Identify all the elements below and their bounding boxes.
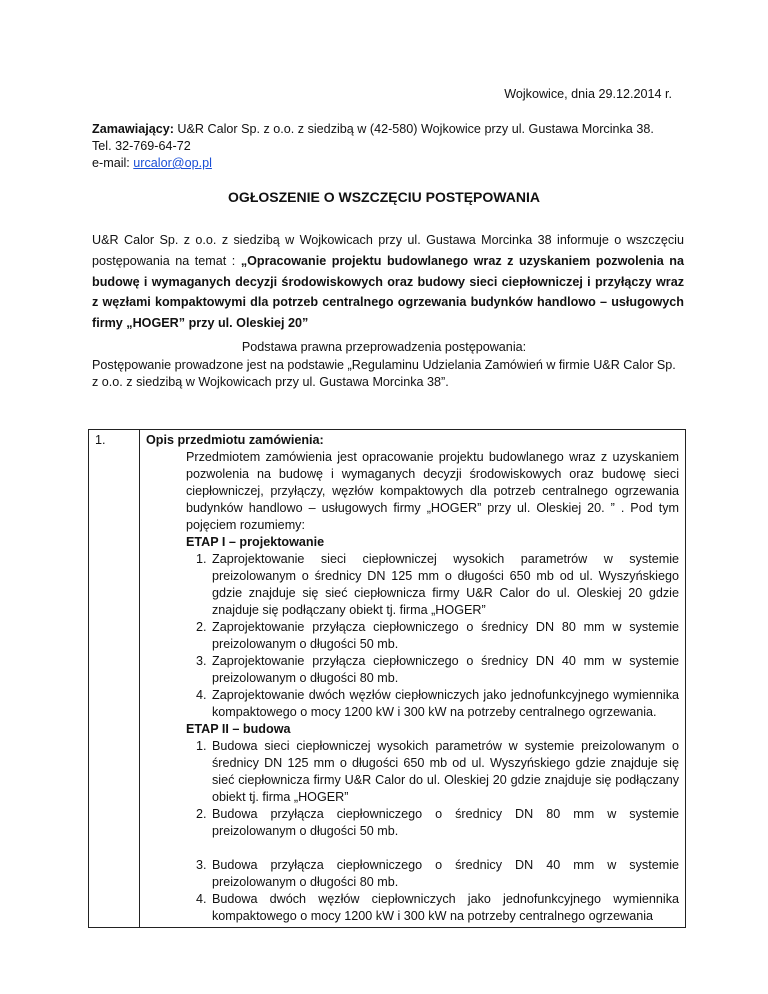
stage2-title: ETAP II – budowa xyxy=(186,722,291,736)
email-label: e-mail: xyxy=(92,156,134,170)
intro-subject: „Opracowanie projektu budowlanego wraz z uzyskaniem pozwolenia na budowę i wymaganych decyzji środowiskowych oraz budowy sieci ciepłowniczej i przyłączy wraz z węzłami kompaktowymi dla potrzeb centralnego ogrzewania budynków handlowo – usługowych firmy „HOGER” przy ul. Oleskiej 20” xyxy=(92,253,685,331)
section-body xyxy=(146,449,679,925)
section-content xyxy=(140,430,686,928)
date-line: Wojkowice, dnia 29.12.2014 r. xyxy=(504,87,672,101)
section-description: Przedmiotem zamówienia jest opracowanie projektu budowlanego wraz z uzyskaniem pozwolenia na budowę i wymaganych decyzji środowiskowych oraz budowę sieci ciepłowniczej, przyłączy, węzłów kompaktowych dla potrzeb centralnego ogrzewania budynków handlowo – usługowych firmy „HOGER” przy ul. Oleskiej 20. ” . Pod tym pojęciem rozumiemy: xyxy=(186,450,679,532)
section-number: 1. xyxy=(89,430,140,928)
list-item: 3. Zaprojektowanie przyłącza ciepłowniczego o średnicy DN 40 mm w systemie preizolowanym o długości 80 mb. xyxy=(210,653,679,687)
email-link[interactable]: urcalor@op.pl xyxy=(133,156,212,170)
page-title: OGŁOSZENIE O WSZCZĘCIU POSTĘPOWANIA xyxy=(228,189,540,205)
list-item: 4. Zaprojektowanie dwóch węzłów ciepłowniczych jako jednofunkcyjnego wymiennika kompaktowego o mocy 1200 kW i 300 kW na potrzeby centralnego ogrzewania. xyxy=(210,687,679,721)
phone-line: Tel. 32-769-64-72 xyxy=(92,139,191,153)
orderer-header xyxy=(92,121,692,172)
stage1-list xyxy=(186,551,679,721)
orderer-org: U&R Calor Sp. z o.o. z siedzibą w (42-580) Wojkowice przy ul. Gustawa Morcinka 38. xyxy=(173,122,654,136)
scope-table xyxy=(88,429,686,928)
list-item: 3. Budowa przyłącza ciepłowniczego o średnicy DN 40 mm w systemie preizolowanym o długości 80 mb. xyxy=(210,857,679,891)
list-item: 1. Zaprojektowanie sieci ciepłowniczej wysokich parametrów w systemie preizolowanym o średnicy DN 125 mm o długości 650 mb od ul. Wyszyńskiego gdzie znajduje się sieć ciepłownicza firmy U&R Calor do ul. Oleskiej 20 gdzie znajduje się podłączany obiekt tj. firma „HOGER” xyxy=(210,551,679,619)
legal-basis-text: Postępowanie prowadzone jest na podstawie „Regulaminu Udzielania Zamówień w firmie U&R Calor Sp. z o.o. z siedzibą w Wojkowicach przy ul. Gustawa Morcinka 38”. xyxy=(92,358,676,389)
intro-text: U&R Calor Sp. z o.o. z siedzibą w Wojkowicach przy ul. Gustawa Morcinka 38 informuje o wszczęciu postępowania na temat : xyxy=(92,233,684,268)
orderer-label: Zamawiający: xyxy=(92,122,174,136)
table-row xyxy=(89,430,686,928)
intro-paragraph xyxy=(92,230,684,334)
legal-basis-heading: Podstawa prawna przeprowadzenia postępowania: xyxy=(241,340,527,354)
orderer-line xyxy=(92,121,692,138)
stage1-title: ETAP I – projektowanie xyxy=(186,535,325,549)
list-item: 2. Budowa przyłącza ciepłowniczego o średnicy DN 80 mm w systemie preizolowanym o długości 50 mb. xyxy=(210,806,679,840)
list-item: 1. Budowa sieci ciepłowniczej wysokich parametrów w systemie preizolowanym o średnicy DN 125 mm o długości 650 mb od ul. Wyszyńskiego gdzie znajduje się sieć ciepłownicza firmy U&R Calor do ul. Oleskiej 20 gdzie znajduje się podłączany obiekt tj. firma „HOGER” xyxy=(210,738,679,806)
list-item: 2. Zaprojektowanie przyłącza ciepłowniczego o średnicy DN 80 mm w systemie preizolowanym o długości 50 mb. xyxy=(210,619,679,653)
section-heading: Opis przedmiotu zamówienia: xyxy=(146,433,324,447)
stage2-list xyxy=(186,738,679,925)
list-item: 4. Budowa dwóch węzłów ciepłowniczych jako jednofunkcyjnego wymiennika kompaktowego o mocy 1200 kW i 300 kW na potrzeby centralnego ogrzewania xyxy=(210,891,679,925)
email-line xyxy=(92,155,692,172)
